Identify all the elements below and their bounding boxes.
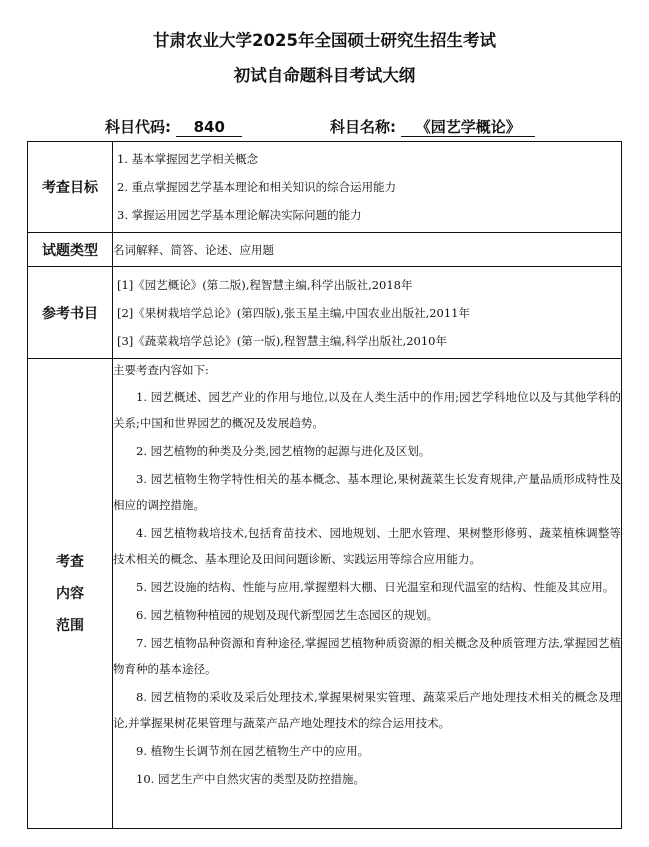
scope-item: 9. 植物生长调节剂在园艺植物生产中的应用。 [136,744,370,758]
scope-content [113,359,622,829]
scope-item: 7. 园艺植物品种资源和育种途径,掌握园艺植物种质资源的相关概念及种质管理方法,掌握园艺植物育种的基本途径。 [113,636,621,676]
scope-intro: 主要考查内容如下: [113,363,209,377]
reference-item: [1]《园艺概论》(第二版),程智慧主编,科学出版社,2018年 [117,277,413,292]
subject-name-label: 科目名称: [330,118,396,136]
scope-item: 8. 园艺植物的采收及采后处理技术,掌握果树果实管理、蔬菜采后产地处理技术相关的概念及理论,并掌握果树花果管理与蔬菜产品产地处理技术的综合运用技术。 [113,690,621,730]
scope-item: 4. 园艺植物栽培技术,包括育苗技术、园地规划、土肥水管理、果树整形修剪、蔬菜植株调整等技术相关的概念、基本理论及田间问题诊断、实践运用等综合应用能力。 [113,526,621,566]
syllabus-table [27,141,622,829]
goals-cell [113,142,622,233]
goals-label: 考查目标 [28,142,113,233]
question-types-value: 名词解释、简答、论述、应用题 [113,233,622,267]
scope-row [28,359,622,829]
references-cell [113,267,622,359]
goal-item: 3. 掌握运用园艺学基本理论解决实际问题的能力 [117,208,362,222]
scope-item: 10. 园艺生产中自然灾害的类型及防控措施。 [136,772,365,786]
document-title: 甘肃农业大学2025年全国硕士研究生招生考试 [153,31,496,50]
scope-label-line: 考查 [56,553,84,570]
subject-code-value: 840 [176,118,242,137]
scope-item: 6. 园艺植物种植园的规划及现代新型园艺生态园区的规划。 [136,608,439,622]
scope-item: 3. 园艺植物生物学特性相关的基本概念、基本理论,果树蔬菜生长发育规律,产量品质形成特性及相应的调控措施。 [113,472,621,512]
reference-item: [3]《蔬菜栽培学总论》(第一版),程智慧主编,科学出版社,2010年 [117,333,447,348]
references-label: 参考书目 [28,267,113,359]
subject-code-label: 科目代码: [105,118,171,136]
scope-label-line: 内容 [56,585,84,602]
scope-label [28,359,113,829]
scope-item: 5. 园艺设施的结构、性能与应用,掌握塑料大棚、日光温室和现代温室的结构、性能及其应用。 [136,580,615,594]
scope-item: 1. 园艺概述、园艺产业的作用与地位,以及在人类生活中的作用;园艺学科地位以及与其他学科的关系;中国和世界园艺的概况及发展趋势。 [113,390,621,430]
reference-item: [2]《果树栽培学总论》(第四版),张玉星主编,中国农业出版社,2011年 [117,305,470,320]
goal-item: 2. 重点掌握园艺学基本理论和相关知识的综合运用能力 [117,180,397,194]
subject-name [330,116,535,137]
subject-code [105,116,242,137]
question-types-row [28,233,622,267]
references-row [28,267,622,359]
scope-item: 2. 园艺植物的种类及分类,园艺植物的起源与进化及区划。 [136,444,431,458]
subject-name-value: 《园艺学概论》 [401,118,535,137]
scope-label-line: 范围 [56,617,84,634]
goal-item: 1. 基本掌握园艺学相关概念 [117,152,259,166]
document-subtitle: 初试自命题科目考试大纲 [233,66,416,85]
question-types-label: 试题类型 [28,233,113,267]
goals-row [28,142,622,233]
